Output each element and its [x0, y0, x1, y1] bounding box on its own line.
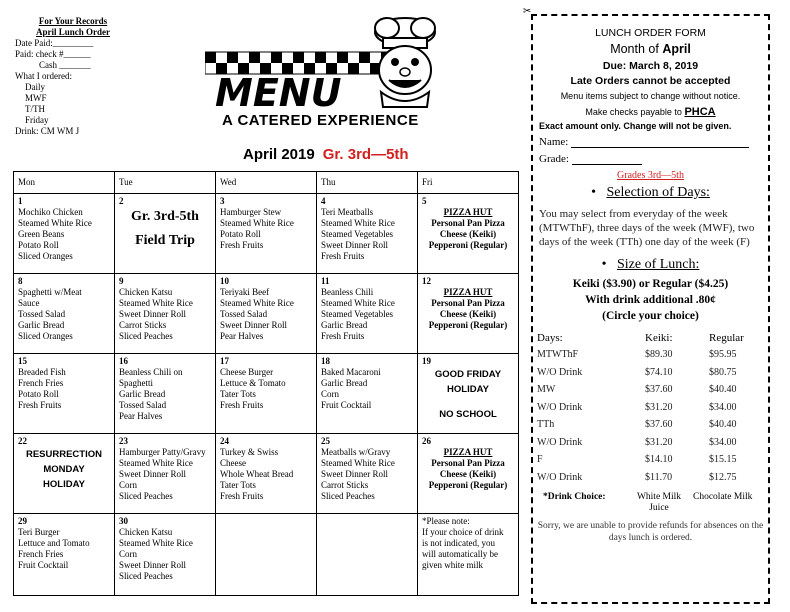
menu-items: [220, 207, 312, 251]
menu-item: If your choice of drink: [422, 527, 504, 537]
menu-item: Fresh Fruits: [220, 400, 264, 410]
option-mwf: MWF: [25, 93, 47, 103]
size-prices: Keiki ($3.90) or Regular ($4.25): [572, 278, 729, 290]
day-cell: [216, 354, 317, 434]
menu-item: Carrot Sticks: [119, 320, 167, 330]
menu-item: Spaghetti: [119, 378, 153, 388]
menu-items: [220, 287, 312, 342]
pizza-hut-title: PIZZA HUT: [443, 447, 493, 457]
day-number: 26: [422, 436, 431, 446]
late-notice: Late Orders cannot be accepted: [570, 75, 731, 87]
records-title: For Your Records: [38, 16, 108, 26]
size-heading: • Size of Lunch:: [601, 257, 700, 272]
day-cell: [14, 274, 115, 354]
menu-items: [321, 207, 413, 262]
menu-item: Steamed White Rice: [321, 458, 395, 468]
price-row: [537, 381, 767, 399]
price-row: [537, 451, 767, 469]
menu-chef-logo: [205, 12, 465, 110]
menu-item: French Fries: [18, 549, 64, 559]
menu-item: Sweet Dinner Roll: [321, 240, 388, 250]
price-header-row: [537, 330, 767, 346]
menu-item: Teriyaki Beef: [220, 287, 270, 297]
price-row: [537, 434, 767, 452]
day-number: 19: [422, 356, 431, 366]
day-cell: [115, 274, 216, 354]
day-number: 3: [220, 196, 225, 206]
drink-option-white-juice[interactable]: White Milk Juice: [636, 492, 682, 513]
payable-name: PHCA: [684, 106, 716, 118]
menu-item: Steamed White Rice: [321, 298, 395, 308]
day-number: 29: [18, 516, 27, 526]
menu-items: [220, 447, 312, 502]
menu-items: [220, 367, 312, 411]
menu-item: Corn: [119, 480, 137, 490]
form-title: LUNCH ORDER FORM: [595, 27, 706, 39]
menu-item: Steamed White Rice: [220, 298, 294, 308]
menu-item: Garlic Bread: [321, 320, 368, 330]
menu-item: Beanless Chili: [321, 287, 374, 297]
price-keiki: $31.20: [645, 436, 673, 448]
day-cell: [317, 434, 418, 514]
week-row: [14, 434, 519, 514]
menu-item: Sauce: [18, 298, 40, 308]
holiday-label: HOLIDAY: [43, 479, 85, 490]
menu-items: [422, 218, 514, 251]
price-row: [537, 346, 767, 364]
menu-item: Fruit Cocktail: [321, 400, 372, 410]
day-cell: [317, 194, 418, 274]
menu-item: Garlic Bread: [119, 389, 166, 399]
menu-item: Pepperoni (Regular): [428, 240, 508, 250]
menu-item: Fresh Fruits: [321, 331, 365, 341]
menu-item: Steamed White Rice: [119, 298, 193, 308]
menu-item: Whole Wheat Bread: [220, 469, 294, 479]
price-regular: $80.75: [709, 366, 737, 378]
menu-item: Sweet Dinner Roll: [119, 469, 186, 479]
price-days: W/O Drink: [537, 366, 583, 378]
day-number: 1: [18, 196, 23, 206]
col-keiki: Keiki:: [645, 332, 673, 344]
menu-item: Personal Pan Pizza: [431, 218, 505, 228]
menu-item: given white milk: [422, 560, 483, 570]
price-days: W/O Drink: [537, 436, 583, 448]
payable-prefix: Make checks payable to: [585, 107, 685, 117]
paid-check-field[interactable]: Paid: check #______: [15, 49, 91, 59]
price-keiki: $89.30: [645, 349, 673, 361]
menu-item: Spaghetti w/Meat: [18, 287, 82, 297]
menu-item: Fruit Cocktail: [18, 560, 69, 570]
name-input[interactable]: [571, 137, 749, 148]
menu-item: Tater Tots: [220, 389, 256, 399]
weekday-thu: Thu: [317, 172, 418, 194]
menu-item: Cheese: [220, 458, 246, 468]
col-days: Days:: [537, 332, 563, 344]
days-heading-text: Selection of Days:: [606, 185, 710, 200]
drink-additional: With drink additional .80¢: [585, 294, 716, 306]
price-table: [537, 330, 767, 486]
no-school-label: NO SCHOOL: [439, 409, 497, 420]
weekday-mon: Mon: [14, 172, 115, 194]
month-name: April: [662, 42, 691, 56]
menu-item: Fresh Fruits: [220, 240, 264, 250]
day-cell: [14, 194, 115, 274]
price-keiki: $74.10: [645, 366, 673, 378]
menu-item: Corn: [321, 389, 339, 399]
day-cell: [14, 514, 115, 596]
name-label: Name:: [539, 136, 569, 148]
day-number: 23: [119, 436, 128, 446]
day-number: 4: [321, 196, 326, 206]
price-days: MTWThF: [537, 349, 579, 361]
refund-notice: Sorry, we are unable to provide refunds for absences on the days lunch is ordered.: [537, 521, 764, 543]
day-number: 22: [18, 436, 27, 446]
menu-item: Steamed White Rice: [119, 458, 193, 468]
menu-item: Sliced Peaches: [119, 491, 173, 501]
menu-item: Chicken Katsu: [119, 527, 173, 537]
drink-option-chocolate[interactable]: Chocolate Milk: [693, 492, 753, 502]
price-regular: $95.95: [709, 349, 737, 361]
day-cell: [115, 194, 216, 274]
menu-item: Steamed Vegetables: [321, 309, 394, 319]
drink-choice-label: *Drink Choice:: [543, 492, 606, 502]
form-month: [533, 42, 768, 56]
menu-item: Tossed Salad: [220, 309, 268, 319]
day-cell: [115, 514, 216, 596]
menu-item: Tater Tots: [220, 480, 256, 490]
price-days: TTh: [537, 419, 555, 431]
due-date: Due: March 8, 2019: [602, 60, 699, 72]
subject-notice: Menu items subject to change without notice.: [560, 91, 741, 101]
option-friday: Friday: [25, 115, 49, 125]
menu-item: Green Beans: [18, 229, 65, 239]
menu-items: [18, 287, 110, 342]
col-regular: Regular: [709, 332, 744, 344]
menu-word: MENU: [215, 71, 342, 110]
menu-item: Breaded Fish: [18, 367, 66, 377]
menu-item: Pear Halves: [119, 411, 163, 421]
size-heading-text: Size of Lunch:: [616, 257, 700, 272]
month-prefix: Month of: [610, 42, 663, 56]
name-field[interactable]: [533, 136, 768, 148]
grade-field[interactable]: [533, 153, 768, 165]
pizza-hut-title: PIZZA HUT: [443, 287, 493, 297]
month-year: April 2019: [243, 146, 315, 163]
price-keiki: $11.70: [645, 471, 673, 483]
week-row: [14, 514, 519, 596]
price-keiki: $14.10: [645, 454, 673, 466]
menu-item: will automatically be: [422, 549, 498, 559]
menu-item: Steamed Vegetables: [321, 229, 394, 239]
grade-label: Grade:: [539, 153, 569, 165]
day-cell: [216, 274, 317, 354]
menu-item: Meatballs w/Gravy: [321, 447, 391, 457]
field-trip-grade: Gr. 3rd-5th: [131, 209, 199, 224]
day-cell: [317, 354, 418, 434]
day-number: 18: [321, 356, 330, 366]
day-number: 16: [119, 356, 128, 366]
day-number: 9: [119, 276, 124, 286]
menu-item: Pepperoni (Regular): [428, 480, 508, 490]
menu-item: Potato Roll: [18, 240, 59, 250]
price-row: [537, 399, 767, 417]
menu-item: Pepperoni (Regular): [428, 320, 508, 330]
menu-items: [119, 447, 211, 502]
menu-item: Sweet Dinner Roll: [220, 320, 287, 330]
day-number: 10: [220, 276, 229, 286]
grade-input[interactable]: [572, 154, 642, 165]
menu-item: Sweet Dinner Roll: [119, 309, 186, 319]
drink-options: Drink: CM WM J: [15, 126, 80, 136]
menu-calendar: [13, 171, 519, 596]
day-cell: [216, 194, 317, 274]
price-row: [537, 469, 767, 487]
menu-item: Baked Macaroni: [321, 367, 381, 377]
holiday-label: MONDAY: [43, 464, 85, 475]
circle-choice: (Circle your choice): [602, 310, 699, 322]
menu-item: Steamed White Rice: [321, 218, 395, 228]
drink-note-cell: [418, 514, 519, 596]
menu-item: Cheese (Keiki): [439, 309, 497, 319]
menu-item: Hamburger Patty/Gravy: [119, 447, 206, 457]
cash-field[interactable]: Cash _______: [39, 60, 91, 70]
week-row: [14, 354, 519, 434]
day-cell: [216, 434, 317, 514]
weekday-fri: Fri: [418, 172, 519, 194]
menu-item: Sliced Peaches: [321, 491, 375, 501]
day-cell: [14, 434, 115, 514]
tagline: A CATERED EXPERIENCE: [222, 112, 419, 129]
menu-item: Cheese (Keiki): [439, 229, 497, 239]
lunch-order-form: [531, 14, 770, 604]
price-days: MW: [537, 384, 556, 396]
menu-item: Sweet Dinner Roll: [321, 469, 388, 479]
menu-item: *Please note:: [422, 516, 470, 526]
menu-item: Steamed White Rice: [119, 538, 193, 548]
menu-item: Lettuce & Tomato: [220, 378, 286, 388]
days-description: You may select from everyday of the week (MTWThF), three days of the week (MWF), two days of the week (TTh) one day of the week (F): [539, 208, 755, 248]
menu-item: Fresh Fruits: [321, 251, 365, 261]
day-cell: [115, 434, 216, 514]
day-cell: [418, 274, 519, 354]
menu-item: Cheese (Keiki): [439, 469, 497, 479]
menu-item: Hamburger Stew: [220, 207, 282, 217]
exact-notice: Exact amount only. Change will not be given.: [539, 121, 732, 131]
day-cell: [418, 354, 519, 434]
menu-items: [119, 287, 211, 342]
records-subtitle: April Lunch Order: [35, 27, 110, 37]
drink-choice: [533, 492, 768, 516]
days-heading: • Selection of Days:: [591, 185, 710, 200]
weekday-header-row: [14, 172, 519, 194]
menu-item: Teri Meatballs: [321, 207, 374, 217]
menu-item: Fresh Fruits: [18, 400, 62, 410]
menu-item: is not indicated, you: [422, 538, 495, 548]
menu-item: Lettuce and Tomato: [18, 538, 90, 548]
menu-item: Carrot Sticks: [321, 480, 369, 490]
menu-item: French Fries: [18, 378, 64, 388]
menu-items: [321, 447, 413, 502]
day-number: 12: [422, 276, 431, 286]
day-cell-empty: [317, 514, 418, 596]
day-number: 15: [18, 356, 27, 366]
day-number: 30: [119, 516, 128, 526]
day-number: 17: [220, 356, 229, 366]
day-cell: [418, 434, 519, 514]
menu-item: Mochiko Chicken: [18, 207, 83, 217]
menu-item: Steamed White Rice: [220, 218, 294, 228]
grades-label: Grades 3rd—5th: [617, 170, 684, 181]
menu-item: Sliced Oranges: [18, 251, 73, 261]
price-regular: $40.40: [709, 419, 737, 431]
price-rows: [537, 346, 767, 486]
price-days: W/O Drink: [537, 471, 583, 483]
price-keiki: $31.20: [645, 401, 673, 413]
drink-note: [422, 516, 514, 571]
records-section: [15, 16, 125, 137]
day-number: 2: [119, 196, 124, 206]
menu-item: Pear Halves: [220, 331, 264, 341]
menu-items: [18, 367, 110, 411]
day-cell-empty: [216, 514, 317, 596]
menu-item: Potato Roll: [18, 389, 59, 399]
day-number: 11: [321, 276, 330, 286]
option-daily: Daily: [25, 82, 45, 92]
menu-item: Teri Burger: [18, 527, 60, 537]
price-days: W/O Drink: [537, 401, 583, 413]
menu-items: [321, 287, 413, 342]
price-keiki: $37.60: [645, 419, 673, 431]
day-number: 25: [321, 436, 330, 446]
weekday-wed: Wed: [216, 172, 317, 194]
day-number: 24: [220, 436, 229, 446]
option-tth: T/TH: [25, 104, 45, 114]
holiday-label: GOOD FRIDAY: [434, 369, 502, 380]
menu-items: [18, 207, 110, 262]
day-number: 5: [422, 196, 427, 206]
week-row: [14, 274, 519, 354]
price-regular: $34.00: [709, 436, 737, 448]
menu-items: [18, 527, 110, 571]
payable-line: [533, 106, 768, 118]
menu-item: Garlic Bread: [321, 378, 368, 388]
menu-item: Fresh Fruits: [220, 491, 264, 501]
scissors-icon: ✂: [523, 6, 532, 17]
weekday-tue: Tue: [115, 172, 216, 194]
menu-items: [422, 458, 514, 491]
menu-item: Sliced Peaches: [119, 331, 173, 341]
date-paid-field[interactable]: Date Paid:_________: [15, 38, 94, 48]
menu-item: Corn: [119, 549, 137, 559]
what-ordered-label: What I ordered:: [15, 71, 72, 81]
menu-items: [422, 298, 514, 331]
chef-icon: [375, 18, 435, 107]
menu-item: Chicken Katsu: [119, 287, 173, 297]
day-cell: [317, 274, 418, 354]
menu-item: Sweet Dinner Roll: [119, 560, 186, 570]
menu-item: Turkey & Swiss: [220, 447, 279, 457]
price-regular: $15.15: [709, 454, 737, 466]
month-title: [243, 146, 409, 163]
menu-items: [119, 367, 211, 422]
holiday-label: RESURRECTION: [25, 449, 102, 460]
menu-items: [321, 367, 413, 411]
price-regular: $40.40: [709, 384, 737, 396]
price-regular: $34.00: [709, 401, 737, 413]
menu-item: Cheese Burger: [220, 367, 274, 377]
day-number: 8: [18, 276, 23, 286]
grade-range: Gr. 3rd—5th: [322, 146, 409, 163]
menu-item: Sliced Peaches: [119, 571, 173, 581]
menu-item: Garlic Bread: [18, 320, 65, 330]
menu-item: Potato Roll: [220, 229, 261, 239]
menu-item: Sliced Oranges: [18, 331, 73, 341]
menu-item: Beanless Chili on: [119, 367, 183, 377]
menu-items: [119, 527, 211, 582]
menu-item: Personal Pan Pizza: [431, 298, 505, 308]
menu-item: Personal Pan Pizza: [431, 458, 505, 468]
holiday-label: HOLIDAY: [447, 384, 489, 395]
menu-item: Tossed Salad: [18, 309, 66, 319]
price-regular: $12.75: [709, 471, 737, 483]
price-row: [537, 416, 767, 434]
field-trip-label: Field Trip: [135, 233, 195, 248]
day-cell: [115, 354, 216, 434]
menu-item: Steamed White Rice: [18, 218, 92, 228]
pizza-hut-title: PIZZA HUT: [443, 207, 493, 217]
menu-item: Tossed Salad: [119, 400, 167, 410]
week-row: [14, 194, 519, 274]
price-days: F: [537, 454, 543, 466]
day-cell: [418, 194, 519, 274]
day-cell: [14, 354, 115, 434]
price-row: [537, 364, 767, 382]
price-keiki: $37.60: [645, 384, 673, 396]
